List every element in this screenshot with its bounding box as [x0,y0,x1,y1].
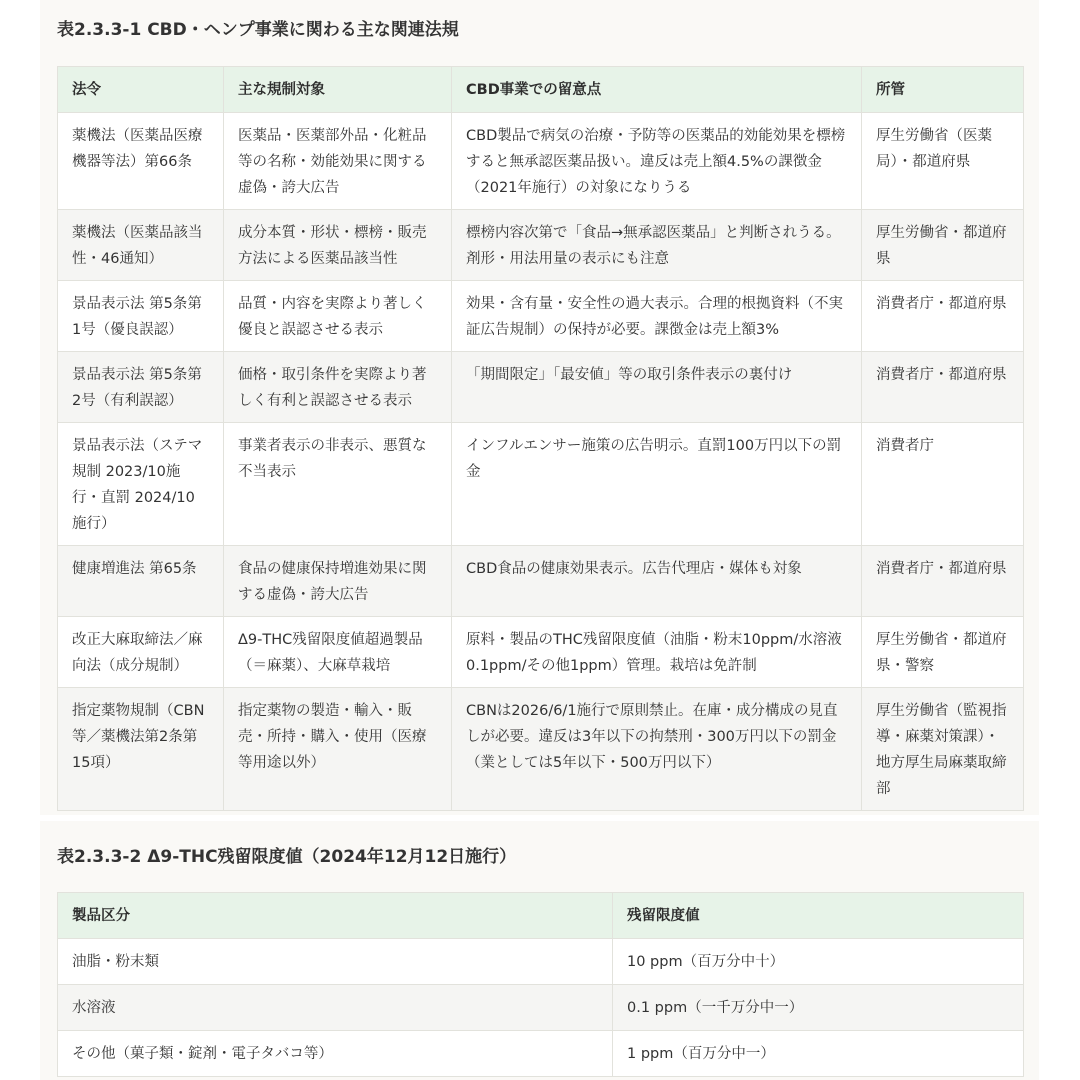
notes-cell: 効果・含有量・安全性の過大表示。合理的根拠資料（不実証広告規制）の保持が必要。課徴金は売上額3% [452,281,862,352]
target-cell: 品質・内容を実際より著しく優良と誤認させる表示 [224,281,452,352]
authority-cell: 厚生労働省（医薬局）・都道府県 [862,113,1024,210]
product-category-cell: 油脂・粉末類 [58,939,613,985]
authority-cell: 消費者庁・都道府県 [862,546,1024,617]
target-cell: 指定薬物の製造・輸入・販売・所持・購入・使用（医療等用途以外） [224,688,452,811]
residual-limit-cell: 10 ppm（百万分中十） [613,939,1024,985]
target-cell: 事業者表示の非表示、悪質な不当表示 [224,423,452,546]
authority-cell: 厚生労働省（監視指導・麻薬対策課）・地方厚生局麻薬取締部 [862,688,1024,811]
table-header-row [58,67,1024,113]
authority-cell: 消費者庁 [862,423,1024,546]
column-header-law: 法令 [58,67,224,113]
law-cell: 薬機法（医薬品該当性・46通知） [58,210,224,281]
notes-cell: CBD食品の健康効果表示。広告代理店・媒体も対象 [452,546,862,617]
table-row [58,352,1024,423]
thc-limits-table [57,892,1024,1077]
notes-cell: CBNは2026/6/1施行で原則禁止。在庫・成分構成の見直しが必要。違反は3年以下の拘禁刑・300万円以下の罰金（業としては5年以下・500万円以下） [452,688,862,811]
target-cell: 成分本質・形状・標榜・販売方法による医薬品該当性 [224,210,452,281]
law-cell: 景品表示法 第5条第1号（優良誤認） [58,281,224,352]
column-header-residual-limit: 残留限度値 [613,893,1024,939]
residual-limit-cell: 0.1 ppm（一千万分中一） [613,985,1024,1031]
table-row [58,617,1024,688]
law-cell: 改正大麻取締法／麻向法（成分規制） [58,617,224,688]
law-cell: 景品表示法 第5条第2号（有利誤認） [58,352,224,423]
column-header-target: 主な規制対象 [224,67,452,113]
notes-cell: 標榜内容次第で「食品→無承認医薬品」と判断されうる。剤形・用法用量の表示にも注意 [452,210,862,281]
table-row [58,985,1024,1031]
authority-cell: 厚生労働省・都道府県・警察 [862,617,1024,688]
table-header-row [58,893,1024,939]
table-row [58,423,1024,546]
target-cell: 医薬品・医薬部外品・化粧品等の名称・効能効果に関する虚偽・誇大広告 [224,113,452,210]
notes-cell: 「期間限定」「最安値」等の取引条件表示の裏付け [452,352,862,423]
law-cell: 薬機法（医薬品医療機器等法）第66条 [58,113,224,210]
table-caption: 表2.3.3-1 CBD・ヘンプ事業に関わる主な関連法規 [57,20,459,40]
table-row [58,210,1024,281]
authority-cell: 消費者庁・都道府県 [862,352,1024,423]
column-header-authority: 所管 [862,67,1024,113]
table-row [58,546,1024,617]
authority-cell: 厚生労働省・都道府県 [862,210,1024,281]
law-cell: 景品表示法（ステマ規制 2023/10施行・直罰 2024/10施行） [58,423,224,546]
table-caption: 表2.3.3-2 Δ9-THC残留限度値（2024年12月12日施行） [57,847,517,867]
target-cell: 食品の健康保持増進効果に関する虚偽・誇大広告 [224,546,452,617]
product-category-cell: 水溶液 [58,985,613,1031]
table-row [58,1031,1024,1077]
table-row [58,688,1024,811]
table-row [58,939,1024,985]
residual-limit-cell: 1 ppm（百万分中一） [613,1031,1024,1077]
column-header-notes: CBD事業での留意点 [452,67,862,113]
regulations-table-card [40,0,1039,815]
target-cell: Δ9-THC残留限度値超過製品（＝麻薬）、大麻草栽培 [224,617,452,688]
thc-limits-table-card [40,821,1039,1080]
product-category-cell: その他（菓子類・錠剤・電子タバコ等） [58,1031,613,1077]
notes-cell: 原料・製品のTHC残留限度値（油脂・粉末10ppm/水溶液0.1ppm/その他1ppm）管理。栽培は免許制 [452,617,862,688]
notes-cell: インフルエンサー施策の広告明示。直罰100万円以下の罰金 [452,423,862,546]
column-header-product-category: 製品区分 [58,893,613,939]
table-row [58,281,1024,352]
law-cell: 指定薬物規制（CBN等／薬機法第2条第15項） [58,688,224,811]
table-row [58,113,1024,210]
law-cell: 健康増進法 第65条 [58,546,224,617]
notes-cell: CBD製品で病気の治療・予防等の医薬品的効能効果を標榜すると無承認医薬品扱い。違反は売上額4.5%の課徴金（2021年施行）の対象になりうる [452,113,862,210]
regulations-table [57,66,1024,811]
target-cell: 価格・取引条件を実際より著しく有利と誤認させる表示 [224,352,452,423]
authority-cell: 消費者庁・都道府県 [862,281,1024,352]
